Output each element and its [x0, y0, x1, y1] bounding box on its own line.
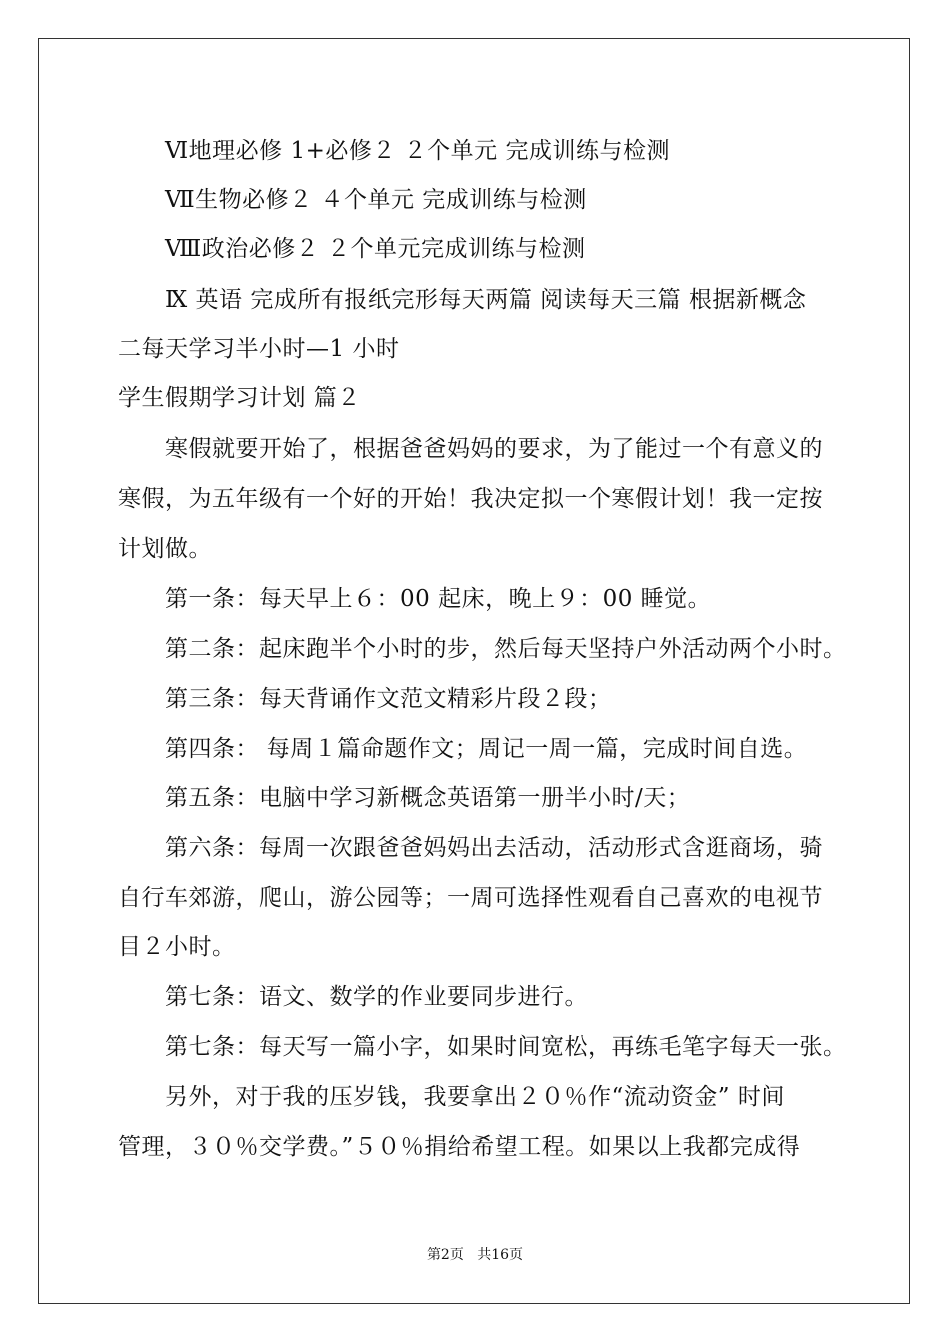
text-line-1: Ⅵ地理必修 1+必修２ ２个单元 完成训练与检测	[165, 138, 670, 164]
text-line-16: 自行车郊游，爬山，游公园等；一周可选择性观看自己喜欢的电视节	[118, 885, 823, 911]
text-line-3: Ⅷ政治必修２ ２个单元完成训练与检测	[165, 236, 586, 262]
page-number-total: 共16页	[477, 1247, 524, 1263]
page-border	[38, 38, 910, 1304]
text-line-2: Ⅶ生物必修２ ４个单元 完成训练与检测	[165, 187, 587, 213]
text-line-10: 第一条：每天早上６：00 起床，晚上９：00 睡觉。	[165, 586, 712, 612]
text-line-4: Ⅸ 英语 完成所有报纸完形每天两篇 阅读每天三篇 根据新概念	[165, 287, 807, 313]
page-number-current: 第2页	[426, 1247, 464, 1263]
text-line-9: 计划做。	[118, 536, 212, 562]
text-line-13: 第四条： 每周１篇命题作文；周记一周一篇，完成时间自选。	[165, 736, 808, 762]
text-line-8: 寒假，为五年级有一个好的开始！我决定拟一个寒假计划！我一定按	[118, 486, 823, 512]
text-line-11: 第二条：起床跑半个小时的步，然后每天坚持户外活动两个小时。	[165, 636, 847, 662]
page-footer	[0, 1246, 950, 1264]
text-line-7: 寒假就要开始了，根据爸爸妈妈的要求，为了能过一个有意义的	[165, 436, 823, 462]
text-line-12: 第三条：每天背诵作文范文精彩片段２段；	[165, 686, 612, 712]
text-line-14: 第五条：电脑中学习新概念英语第一册半小时/天；	[165, 785, 691, 811]
text-line-5: 二每天学习半小时—1 小时	[118, 336, 400, 362]
text-line-20: 另外，对于我的压岁钱，我要拿出２０％作“流动资金” 时间	[165, 1084, 785, 1110]
text-line-17: 目２小时。	[118, 934, 236, 960]
text-line-18: 第七条：语文、数学的作业要同步进行。	[165, 984, 588, 1010]
text-line-19: 第七条：每天写一篇小字，如果时间宽松，再练毛笔字每天一张。	[165, 1034, 847, 1060]
text-line-15: 第六条：每周一次跟爸爸妈妈出去活动，活动形式含逛商场，骑	[165, 835, 823, 861]
text-line-21: 管理，３０％交学费。”５０％捐给希望工程。如果以上我都完成得	[118, 1134, 801, 1160]
section-heading: 学生假期学习计划 篇２	[118, 385, 361, 411]
